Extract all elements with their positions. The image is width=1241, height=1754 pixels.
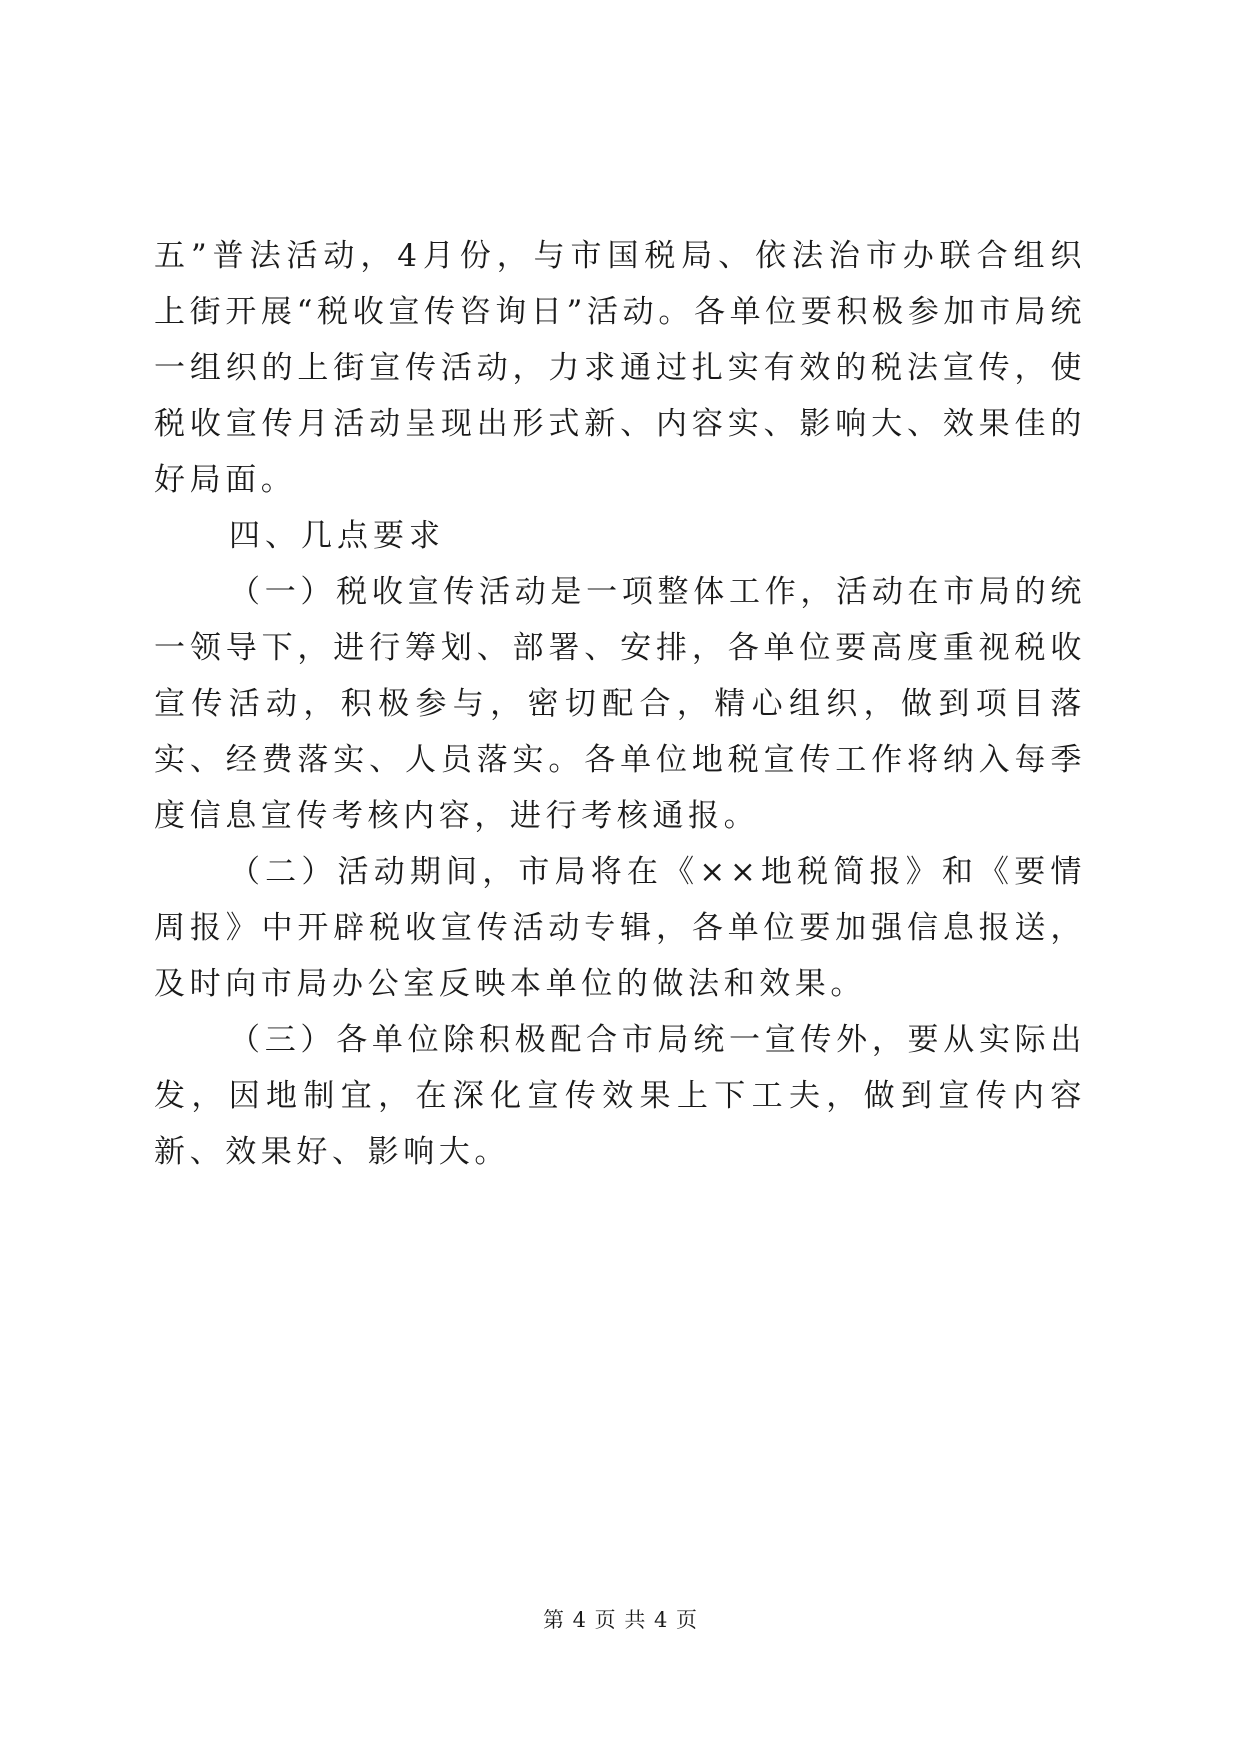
- paragraph-continuation: 五”普法活动，4月份，与市国税局、依法治市办联合组织上街开展“税收宣传咨询日”活动。各单位要积极参加市局统一组织的上街宣传活动，力求通过扎实有效的税法宣传，使税收宣传月活动呈现出形式新、内容实、影响大、效果佳的好局面。: [154, 238, 1086, 498]
- paragraph-requirement-2: （二）活动期间，市局将在《××地税简报》和《要情周报》中开辟税收宣传活动专辑，各单位要加强信息报送，及时向市局办公室反映本单位的做法和效果。: [154, 854, 1086, 1002]
- document-body: [154, 228, 1086, 1180]
- section-heading-requirements: 四、几点要求: [229, 518, 445, 554]
- paragraph-requirement-1: （一）税收宣传活动是一项整体工作，活动在市局的统一领导下，进行筹划、部署、安排，各单位要高度重视税收宣传活动，积极参与，密切配合，精心组织，做到项目落实、经费落实、人员落实。各单位地税宣传工作将纳入每季度信息宣传考核内容，进行考核通报。: [154, 574, 1086, 834]
- page-number-footer: 第 4 页 共 4 页: [542, 1608, 699, 1632]
- paragraph-requirement-3: （三）各单位除积极配合市局统一宣传外，要从实际出发，因地制宜，在深化宣传效果上下工夫，做到宣传内容新、效果好、影响大。: [154, 1022, 1086, 1170]
